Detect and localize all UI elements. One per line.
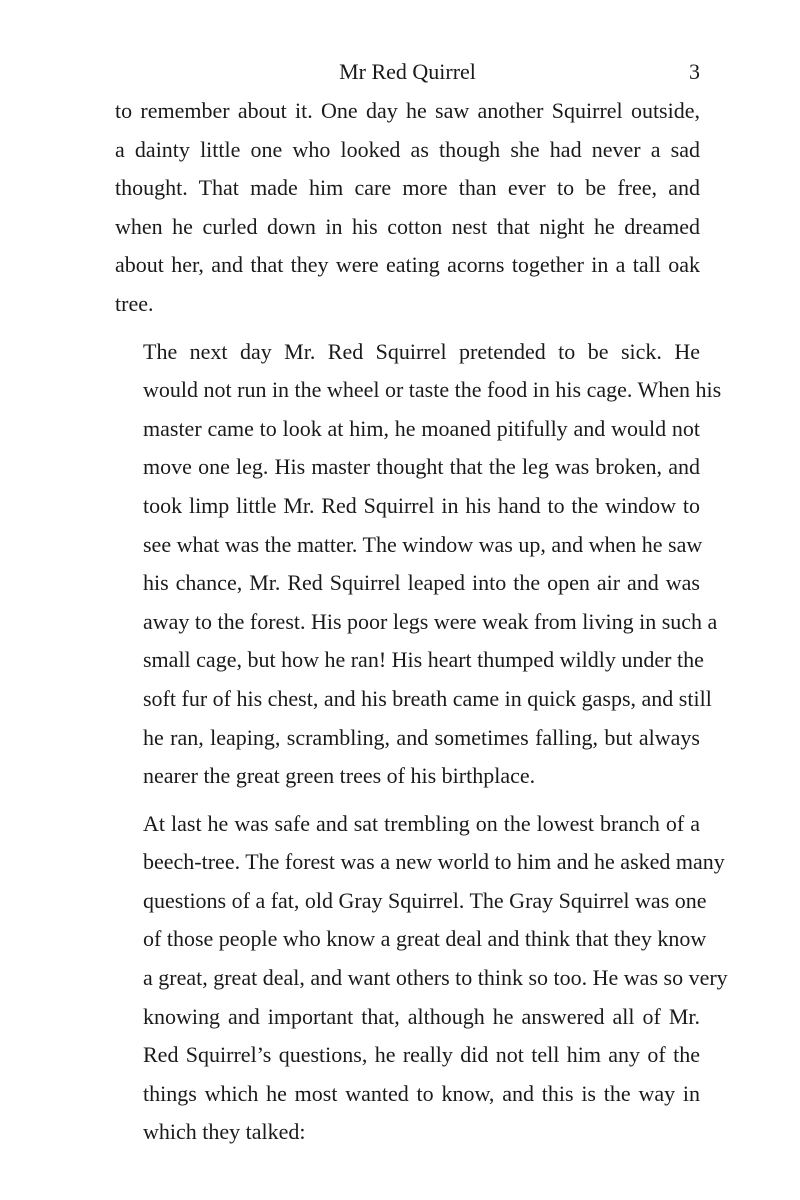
- text-line: about her, and that they were eating acorns together in a tall oak: [115, 252, 700, 278]
- text-line: small cage, but how he ran! His heart thumped wildly under the: [143, 647, 704, 673]
- text-line: to remember about it. One day he saw another Squirrel outside,: [115, 98, 700, 123]
- paragraph: [115, 805, 728, 1152]
- page-number: 3: [689, 59, 700, 84]
- body-text: [115, 92, 728, 1152]
- text-line: away to the forest. His poor legs were weak from living in such a: [143, 608, 718, 634]
- text-line: Red Squirrel’s questions, he really did not tell him any of the: [143, 1042, 700, 1068]
- text-line: would not run in the wheel or taste the food in his cage. When his: [143, 377, 722, 403]
- text-line: which they talked:: [143, 1119, 306, 1145]
- text-line: The next day Mr. Red Squirrel pretended to be sick. He: [143, 338, 700, 364]
- paragraph: [115, 333, 722, 796]
- text-line: of those people who know a great deal and think that they know: [143, 926, 707, 952]
- text-line: a great, great deal, and want others to think so too. He was so very: [143, 965, 728, 991]
- text-line: knowing and important that, although he answered all of Mr.: [143, 1003, 700, 1029]
- paragraph: [115, 92, 700, 324]
- text-line: nearer the great green trees of his birthplace.: [143, 763, 536, 789]
- text-line: took limp little Mr. Red Squirrel in his hand to the window to: [143, 492, 700, 518]
- text-line: see what was the matter. The window was up, and when he saw: [143, 531, 703, 557]
- text-line: things which he most wanted to know, and this is the way in: [143, 1080, 700, 1106]
- text-line: his chance, Mr. Red Squirrel leaped into the open air and was: [143, 570, 700, 596]
- text-line: questions of a fat, old Gray Squirrel. The Gray Squirrel was one: [143, 887, 707, 913]
- text-line: soft fur of his chest, and his breath came in quick gasps, and still: [143, 685, 712, 711]
- text-line: At last he was safe and sat trembling on the lowest branch of a: [143, 810, 700, 836]
- text-line: when he curled down in his cotton nest that night he dreamed: [115, 213, 700, 239]
- text-line: master came to look at him, he moaned pitifully and would not: [143, 415, 700, 441]
- text-line: beech-tree. The forest was a new world to him and he asked many: [143, 849, 725, 875]
- running-title: Mr Red Quirrel: [339, 59, 476, 84]
- text-line: he ran, leaping, scrambling, and sometimes falling, but always: [143, 724, 700, 750]
- text-line: thought. That made him care more than ever to be free, and: [115, 175, 700, 201]
- text-line: move one leg. His master thought that the leg was broken, and: [143, 454, 700, 480]
- running-head: [115, 54, 700, 90]
- text-line: a dainty little one who looked as though she had never a sad: [115, 136, 700, 162]
- text-line: tree.: [115, 290, 154, 316]
